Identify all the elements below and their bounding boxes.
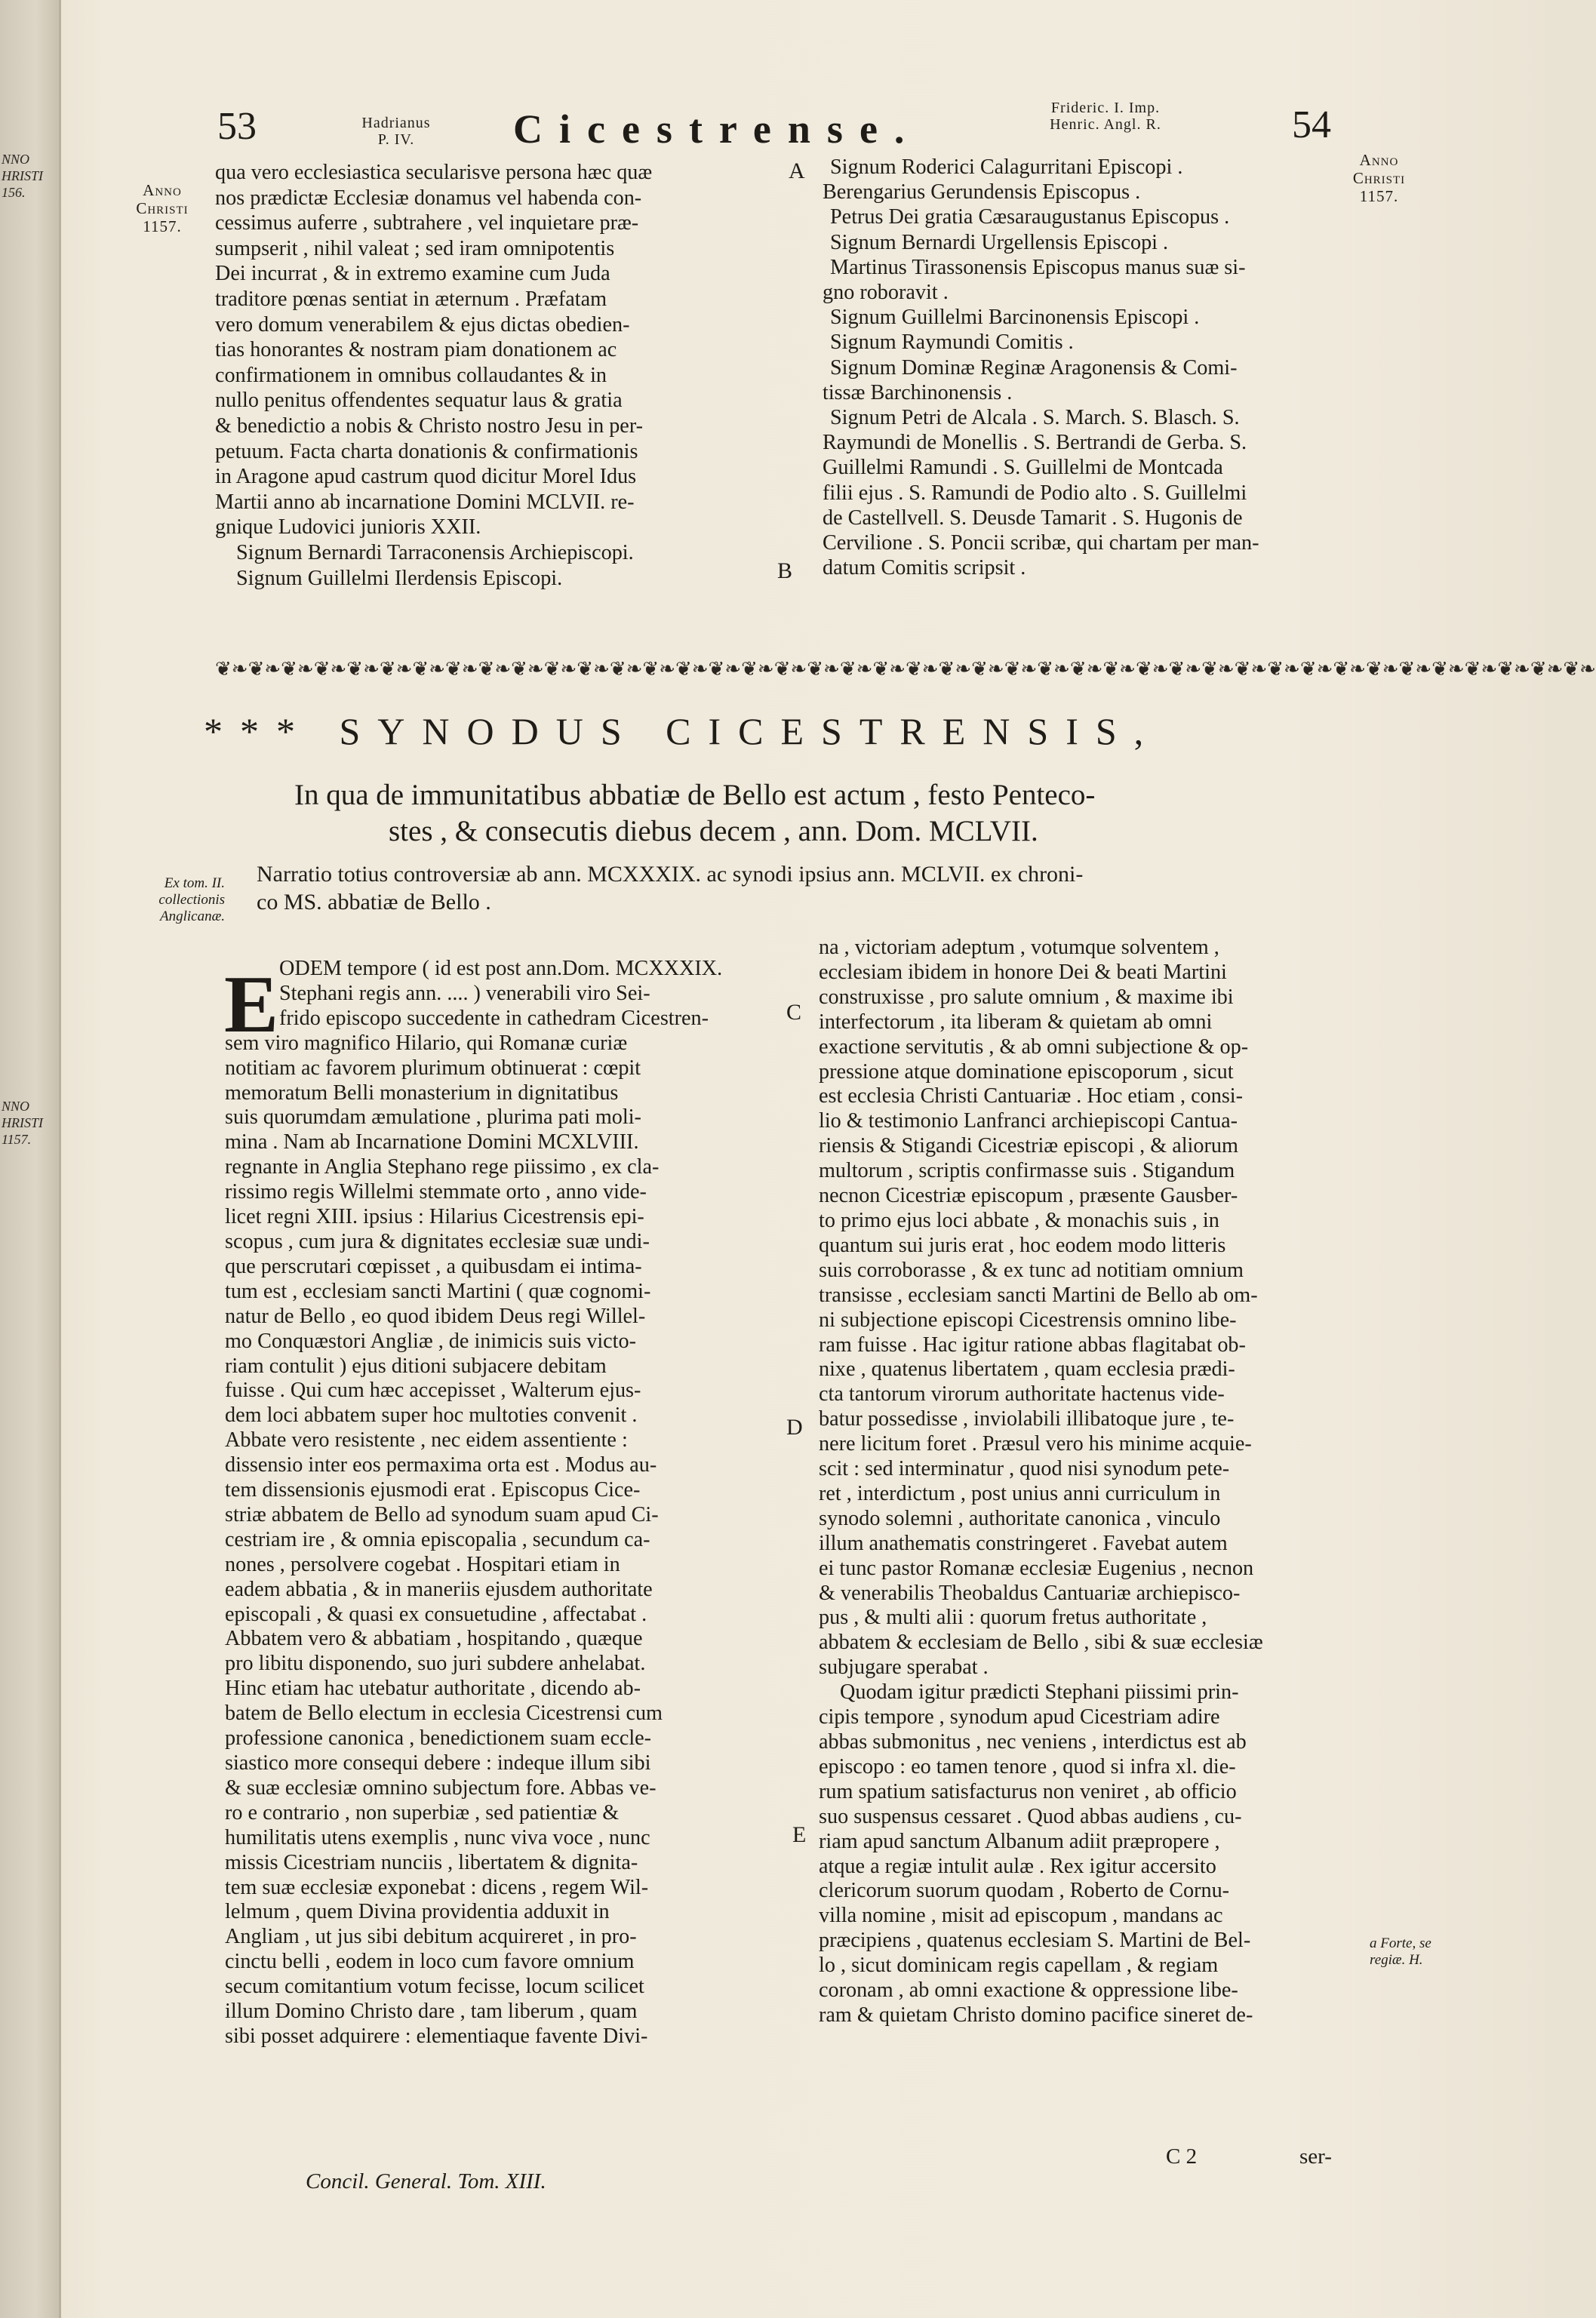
text-line: pro libitu disponendo, suo juri subdere anhelabat. <box>225 1652 646 1676</box>
text-line: cta tantorum virorum authoritate hactenus vide- <box>819 1382 1225 1406</box>
text-line: scopus , cum jura & dignitates ecclesiæ suæ undi- <box>225 1229 650 1253</box>
text-line: atque a regiæ intulit aulæ . Rex igitur accersito <box>819 1854 1216 1878</box>
text-line: pus , & multi alii : quorum fretus authoritate , <box>819 1606 1207 1630</box>
text-line: suis quorumdam æmulatione , plurima pati moli- <box>225 1105 641 1130</box>
text-line: Signum Dominæ Reginæ Aragonensis & Comi- <box>830 355 1238 380</box>
text-line: gnique Ludovici junioris XXII. <box>215 515 481 540</box>
text-line: natur de Bello , eo quod ibidem Deus regi Willel- <box>225 1304 646 1328</box>
text-line: tias honorantes & nostram piam donationem ac <box>215 338 617 362</box>
text-line: tissæ Barchinonensis . <box>823 380 1013 404</box>
text-line: nones , persolvere cogebat . Hospitari etiam in <box>225 1552 620 1576</box>
margin-letter-e: E <box>792 1822 807 1847</box>
text-line: coronam , ab omni exactione & oppressione libe- <box>819 1978 1238 2003</box>
text-line: mo Conquæstori Angliæ , de inimicis suis victo- <box>225 1329 636 1353</box>
text-line: to primo ejus loci abbate , & monachis suis , in <box>819 1208 1219 1232</box>
margin-letter-c: C <box>786 1000 802 1025</box>
text-line: necnon Cicestriæ episcopum , præsente Gausber- <box>819 1184 1238 1208</box>
text-line: confirmationem in omnibus collaudantes & in <box>215 363 607 387</box>
text-line: sumpserit , nihil valeat ; sed iram omnipotentis <box>215 236 615 260</box>
text-line: filii ejus . S. Ramundi de Podio alto . S. Guillelmi <box>823 481 1247 505</box>
right-page-number: 54 <box>1292 103 1331 146</box>
text-line: Signum Bernardi Urgellensis Episcopi . <box>830 230 1169 254</box>
text-line: exactione servitutis , & ab omni subjectione & op- <box>819 1034 1249 1059</box>
side-note-line: regiæ. H. <box>1370 1952 1423 1968</box>
text-line: Martinus Tirassonensis Episcopus manus suæ si- <box>830 255 1246 279</box>
text-line: petuum. Facta charta donationis & confirmationis <box>215 439 638 463</box>
prev-page-margin-note-1 <box>2 151 43 201</box>
signature-mark: C 2 <box>1166 2144 1198 2169</box>
text-line: & venerabilis Theobaldus Cantuariæ archiepisco- <box>819 1581 1241 1605</box>
side-note-line: Ex tom. II. <box>164 875 225 891</box>
text-line: pressione atque dominatione episcoporum , sicut <box>819 1059 1234 1084</box>
anno-line: 1157. <box>1359 187 1399 205</box>
text-line: illum anathematis constringeret . Favebat autem <box>819 1531 1228 1555</box>
text-line: que perscrutari cœpisset , a quibusdam ei intima- <box>225 1254 642 1278</box>
text-line: sem viro magnifico Hilario, qui Romanæ curiæ <box>225 1031 628 1055</box>
text-line: gno roboravit . <box>823 281 949 305</box>
text-line: Signum Raymundi Comitis . <box>830 330 1074 355</box>
text-line: rum spatium satisfacturus non veniret , ab officio <box>819 1779 1237 1803</box>
text-line: episcopo : eo tamen tenore , quod si infra xl. die- <box>819 1754 1236 1778</box>
text-line: & benedictio a nobis & Christo nostro Jesu in per- <box>215 413 644 438</box>
text-line: datum Comitis scripsit . <box>823 556 1026 580</box>
text-line: ODEM tempore ( id est post ann.Dom. MCXXXIX. <box>279 957 723 980</box>
running-head-line: Henric. Angl. R. <box>1050 116 1161 133</box>
anno-christi-note-left <box>121 181 204 235</box>
text-line: siastico more consequi debere : indeque illum sibi <box>225 1751 651 1775</box>
text-line: Signum Roderici Calagurritani Episcopi . <box>830 155 1183 179</box>
text-line: tum est , ecclesiam sancti Martini ( quæ cognomi- <box>225 1279 651 1303</box>
right-running-head <box>1015 100 1196 152</box>
main-right-column <box>819 936 1362 2028</box>
text-line: Abbatem vero & abbatiam , hospitando , quæque <box>225 1627 643 1651</box>
text-line: cessimus auferre , subtrahere , vel inquietare præ- <box>215 211 639 235</box>
text-line: Dei incurrat , & in extremo examine cum Juda <box>215 262 610 286</box>
text-line: Signum Bernardi Tarraconensis Archiepiscopi. <box>236 540 634 564</box>
text-line: lo , sicut dominicam regis capellam , & regiam <box>819 1954 1219 1978</box>
text-line: construxisse , pro salute omnium , & maxime ibi <box>819 985 1234 1009</box>
text-line: clericorum suorum quodam , Roberto de Cornu- <box>819 1879 1230 1903</box>
side-note-line: collectionis <box>158 892 225 908</box>
text-line: humilitatis utens exemplis , nunc viva voce , nunc <box>225 1825 650 1849</box>
anno-line: Anno <box>143 181 182 199</box>
text-line: batem de Bello electum in ecclesia Cicestrensi cum <box>225 1702 663 1726</box>
text-line: secum comitantium votum fecisse, locum scilicet <box>225 1975 644 1999</box>
top-left-column <box>215 160 781 591</box>
text-line: villa nomine , misit ad episcopum , mandans ac <box>819 1904 1223 1928</box>
text-line: regnante in Anglia Stephano rege piissimo , ex cla- <box>225 1155 660 1179</box>
text-line: ei tunc pastor Romanæ ecclesiæ Eugenius , necnon <box>819 1556 1254 1580</box>
anno-line: Anno <box>1359 151 1399 169</box>
text-line: illum Domino Christo dare , tam liberum , quam <box>225 2000 638 2024</box>
prev-note-line: HRISTI <box>2 1115 43 1130</box>
text-line: multorum , scriptis confirmasse suis . Stigandum <box>819 1159 1235 1183</box>
text-line: nere licitum foret . Præsul vero his minime acquie- <box>819 1432 1252 1456</box>
previous-page-edge <box>0 0 61 2318</box>
text-line: abbas submonitus , nec veniens , interdictus est ab <box>819 1730 1247 1754</box>
text-line: notitiam ac favorem plurimum obtinuerat : cœpit <box>225 1056 641 1080</box>
text-line: synodo solemni , authoritate canonica , vinculo <box>819 1506 1221 1530</box>
text-line: frido episcopo succedente in cathedram Cicestren- <box>279 1006 709 1030</box>
text-line: scit : sed interminatur , quod nisi synodum pete- <box>819 1457 1230 1481</box>
text-line: Signum Guillelmi Barcinonensis Episcopi . <box>830 306 1200 330</box>
text-line: eadem abbatia , & in maneriis ejusdem authoritate <box>225 1577 653 1601</box>
text-line: Signum Petri de Alcala . S. March. S. Blasch. S. <box>830 406 1240 430</box>
text-line: dissensio inter eos permaxima orta est . Modus au- <box>225 1453 657 1477</box>
text-line: Stephani regis ann. .... ) venerabili viro Sei- <box>279 981 650 1005</box>
text-line: Signum Guillelmi Ilerdensis Episcopi. <box>236 566 563 590</box>
page-title: Cicestrense. <box>513 106 921 152</box>
text-line: præcipiens , quatenus ecclesiam S. Martini de Bel- <box>819 1929 1251 1953</box>
text-line: Cervilione . S. Poncii scribæ, qui chartam per man- <box>823 531 1259 555</box>
text-line: episcopali , & quasi ex consuetudine , affectabat . <box>225 1602 647 1626</box>
text-line: cestriam ire , & omnia episcopalia , secundum ca- <box>225 1527 650 1551</box>
text-line: Martii anno ab incarnatione Domini MCLVII. re- <box>215 490 635 514</box>
narratio-line: co MS. abbatiæ de Bello . <box>257 890 491 915</box>
text-line: ram fuisse . Hac igitur ratione abbas flagitabat ob- <box>819 1333 1246 1357</box>
text-line: Hinc etiam hac utebatur authoritate , dicendo ab- <box>225 1677 641 1701</box>
text-line: tem suæ ecclesiæ exponebat : dicens , regem Wil- <box>225 1875 649 1899</box>
text-line: riensis & Stigandi Cicestriæ episcopi , & aliorum <box>819 1134 1238 1158</box>
narratio-heading <box>257 860 1083 916</box>
text-line: interfectorum , ita liberam & quietam ab omni <box>819 1010 1213 1034</box>
text-line: missis Cicestriam nunciis , libertatem & dignita- <box>225 1850 638 1874</box>
prev-page-margin-note-2 <box>2 1098 43 1148</box>
text-line: ecclesiam ibidem in honore Dei & beati Martini <box>819 960 1227 984</box>
subtitle-line: stes , & consecutis diebus decem , ann. Dom. MCLVII. <box>389 815 1038 847</box>
text-line: transisse , ecclesiam sancti Martini de Bello ab om- <box>819 1283 1258 1307</box>
margin-letter-d: D <box>786 1415 803 1440</box>
margin-letter-b: B <box>777 558 793 583</box>
text-line: est ecclesia Christi Cantuariæ . Hoc etiam , consi- <box>819 1084 1244 1108</box>
top-right-column <box>823 155 1351 580</box>
editor-footnote-note <box>1370 1935 1483 1969</box>
prev-note-line: HRISTI <box>2 168 43 183</box>
text-line: mina . Nam ab Incarnatione Domini MCXLVIII. <box>225 1130 639 1154</box>
text-line: licet regni XIII. ipsius : Hilarius Cicestrensis epi- <box>225 1205 644 1229</box>
text-line: nullo penitus offendentes sequatur laus & gratia <box>215 389 623 413</box>
margin-letter-a: A <box>789 158 805 183</box>
text-line: ro e contrario , non superbiæ , sed patientiæ & <box>225 1800 620 1825</box>
text-line: quantum sui juris erat , hoc eodem modo litteris <box>819 1233 1226 1257</box>
prev-note-line: NNO <box>2 152 30 167</box>
text-line: riam apud sanctum Albanum adiit præpropere , <box>819 1829 1220 1853</box>
text-line: Guillelmi Ramundi . S. Guillelmi de Montcada <box>823 456 1223 480</box>
text-line: ram & quietam Christo domino pacifice sineret de- <box>819 2003 1253 2027</box>
ornamental-divider: ❦❧❦❧❦❧❦❧❦❧❦❧❦❧❦❧❦❧❦❧❦❧❦❧❦❧❦❧❦❧❦❧❦❧❦❧❦❧❦❧❦❧❦❧❦❧❦❧❦❧❦❧❦❧❦❧❦❧❦❧❦❧❦❧❦❧❦❧❦❧❦❧❦❧❦❧❦❧❦❧❦❧❦❧ <box>215 658 1596 680</box>
text-line: suo suspensus cessaret . Quod abbas audiens , cu- <box>819 1804 1242 1828</box>
text-line: in Aragone apud castrum quod dicitur Morel Idus <box>215 465 637 489</box>
subtitle-line: In qua de immunitatibus abbatiæ de Bello est actum , festo Penteco- <box>294 779 1096 811</box>
text-line: professione canonica , benedictionem suam eccle- <box>225 1726 652 1751</box>
text-line: traditore pœnas sentiat in æternum . Præfatam <box>215 287 607 311</box>
text-line: memoratum Belli monasterium in dignitatibus <box>225 1081 619 1105</box>
text-line: dem loci abbatem super hoc multoties convenit . <box>225 1403 638 1428</box>
text-line: na , victoriam adeptum , votumque solventem , <box>819 936 1219 959</box>
main-left-column <box>225 957 795 2049</box>
catchword: ser- <box>1299 2144 1332 2169</box>
source-side-note <box>112 875 225 925</box>
text-line: nos prædictæ Ecclesiæ donamus vel habenda con- <box>215 186 642 210</box>
side-note-line: a Forte, se <box>1370 1935 1431 1951</box>
text-line: abbatem & ecclesiam de Bello , sibi & suæ ecclesiæ <box>819 1631 1263 1655</box>
text-line: Abbate vero resistente , nec eidem assentiente : <box>225 1428 628 1453</box>
prev-note-line: NNO <box>2 1099 30 1114</box>
text-line: Raymundi de Monellis . S. Bertrandi de Gerba. S. <box>823 431 1247 455</box>
prev-note-line: 1157. <box>2 1132 32 1147</box>
text-line: lio & testimonio Lanfranci archiepiscopi Cantua- <box>819 1109 1238 1133</box>
narratio-line: Narratio totius controversiæ ab ann. MCXXXIX. ac synodi ipsius ann. MCLVII. ex chroni- <box>257 862 1084 887</box>
text-line: riam contulit ) ejus ditioni subjacere debitam <box>225 1354 607 1378</box>
synod-title: *** SYNODUS CICESTRENSIS, <box>204 710 1161 752</box>
text-line: ni subjectione episcopi Cicestrensis omnino libe- <box>819 1308 1237 1332</box>
synod-subtitle <box>294 777 1321 850</box>
text-line: qua vero ecclesiastica secularisve persona hæc quæ <box>215 161 653 184</box>
running-head-line: Hadrianus <box>361 115 431 131</box>
anno-line: 1157. <box>143 217 182 235</box>
text-line: Angliam , ut jus sibi debitum acquireret , in pro- <box>225 1925 637 1949</box>
text-line: Quodam igitur prædicti Stephani piissimi prin- <box>840 1680 1239 1705</box>
side-note-line: Anglicanæ. <box>159 908 225 924</box>
text-line: lelmum , quem Divina providentia adduxit in <box>225 1900 610 1924</box>
text-line: ret , interdictum , post unius anni curriculum in <box>819 1481 1221 1505</box>
text-line: rissimo regis Willelmi stemmate orto , anno vide- <box>225 1180 647 1204</box>
text-line: vero domum venerabilem & ejus dictas obedien- <box>215 312 630 337</box>
anno-line: Christi <box>136 199 189 217</box>
text-line: Berengarius Gerundensis Episcopus . <box>823 180 1141 204</box>
text-line: subjugare sperabat . <box>819 1655 989 1680</box>
text-line: Petrus Dei gratia Cæsaraugustanus Episcopus . <box>830 205 1230 229</box>
text-line: cipis tempore , synodum apud Cicestriam adire <box>819 1705 1220 1729</box>
anno-line: Christi <box>1352 169 1406 187</box>
text-line: & suæ ecclesiæ omnino subjectum fore. Abbas ve- <box>225 1775 657 1800</box>
text-line: nixe , quatenus libertatem , quam ecclesia prædi- <box>819 1357 1235 1382</box>
text-line: tem dissensionis ejusmodi erat . Episcopus Cice- <box>225 1478 641 1502</box>
text-line: striæ abbatem de Bello ad synodum suam apud Ci- <box>225 1502 659 1526</box>
text-line: cinctu belli , eodem in loco cum favore omnium <box>225 1950 635 1974</box>
text-line: de Castellvell. S. Deusde Tamarit . S. Hugonis de <box>823 506 1243 530</box>
prev-note-line: 156. <box>2 185 26 200</box>
text-line: batur possedisse , inviolabili illibatoque jure , te- <box>819 1407 1235 1431</box>
footer-volume: Concil. General. Tom. XIII. <box>306 2169 546 2193</box>
running-head-line: P. IV. <box>377 131 415 148</box>
running-head-line: Frideric. I. Imp. <box>1050 100 1161 116</box>
text-line: sibi posset adquirere : elementiaque favente Divi- <box>225 2024 648 2048</box>
left-page-number: 53 <box>217 105 257 148</box>
text-line: fuisse . Qui cum hæc accepisset , Walterum ejus- <box>225 1379 641 1403</box>
drop-cap: E <box>224 960 279 1050</box>
text-line: suis corroborasse , & ex tunc ad notitiam omnium <box>819 1258 1244 1282</box>
